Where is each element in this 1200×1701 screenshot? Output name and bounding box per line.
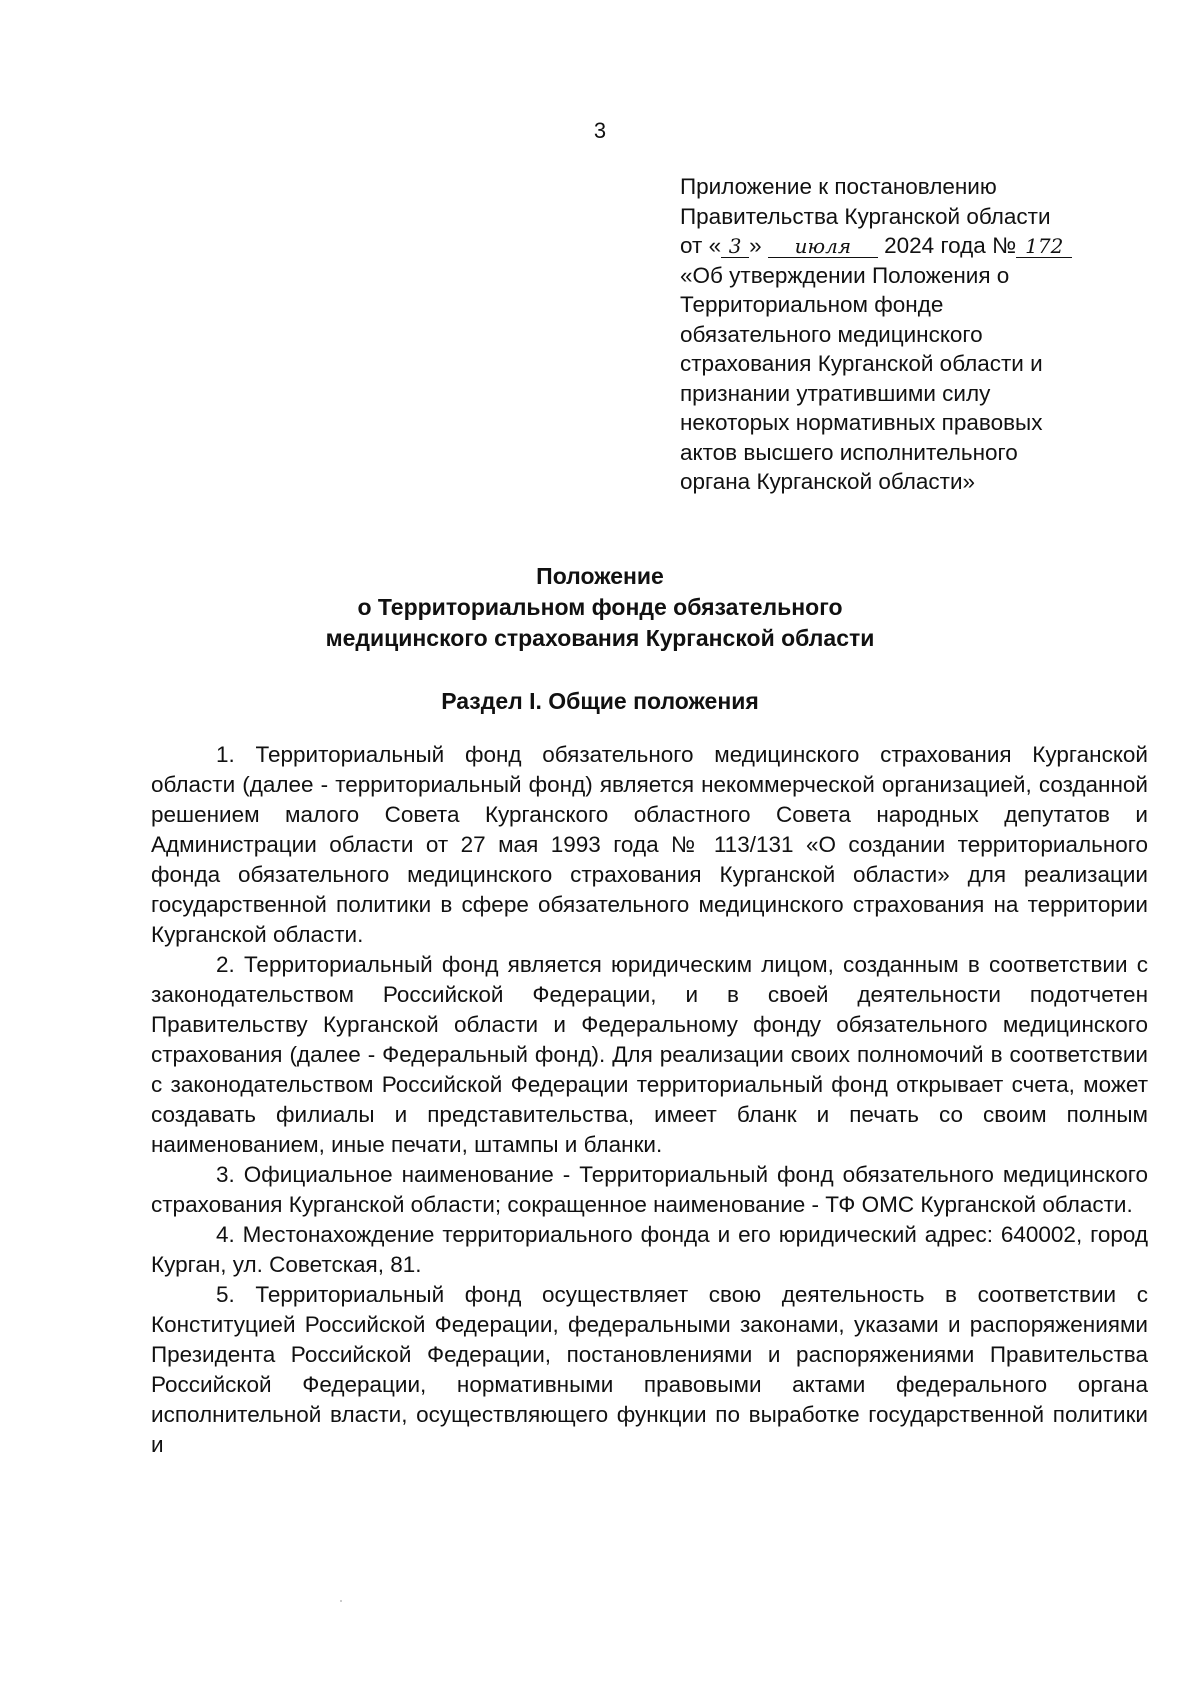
- appendix-line: признании утратившими силу: [680, 380, 991, 406]
- appendix-line: Приложение к постановлению: [680, 174, 997, 199]
- appendix-line: актов высшего исполнительного: [680, 439, 1018, 465]
- page-number: 3: [593, 118, 607, 143]
- appendix-line: страхования Курганской области и: [680, 351, 1043, 376]
- body-text: [151, 740, 1148, 1460]
- date-mid: »: [749, 233, 762, 258]
- paragraph-4: 4. Местонахождение территориального фонда и его юридический адрес: 640002, город Курган, ул. Советская, 81.: [151, 1222, 1148, 1277]
- appendix-line: органа Курганской области»: [680, 469, 976, 494]
- appendix-date-line: [680, 231, 1150, 261]
- date-year: 2024 года №: [884, 233, 1017, 258]
- paragraph-2: 2. Территориальный фонд является юридическим лицом, созданным в соответствии с законодательством Российской Федерации, и в своей деятельности подотчетен Правительству Курганской области и Федеральному фонду обязательного медицинского страхования (далее - Федеральный фонд). Для реализации своих полномочий в соответствии с законодательством Российской Федерации территориальный фонд открывает счета, может создавать филиалы и представительства, имеет бланк и печать со своим полным наименованием, иные печати, штампы и бланки.: [151, 952, 1148, 1157]
- date-prefix: от «: [680, 233, 722, 258]
- appendix-line: Территориальном фонде: [680, 292, 944, 317]
- handwritten-day: 3: [721, 235, 749, 258]
- appendix-line: обязательного медицинского: [680, 321, 983, 347]
- paragraph-1: 1. Территориальный фонд обязательного медицинского страхования Курганской области (далее - территориальный фонд) является некоммерческой организацией, созданной решением малого Совета Курганского областного Совета народных депутатов и Администрации области от 27 мая 1993 года № 113/131 «О создании территориального фонда обязательного медицинского страхования Курганской области» для реализации государственной политики в сфере обязательного медицинского страхования на территории Курганской области.: [151, 742, 1148, 947]
- appendix-line: некоторых нормативных правовых: [680, 410, 1043, 435]
- title-line: о Территориальном фонде обязательного: [357, 594, 843, 620]
- paragraph-5: 5. Территориальный фонд осуществляет свою деятельность в соответствии с Конституцией Российской Федерации, федеральными законами, указами и распоряжениями Президента Российской Федерации, постановлениями и распоряжениями Правительства Российской Федерации, нормативными правовыми актами федерального органа исполнительной власти, осуществляющего функции по выработке государственной политики и: [151, 1282, 1148, 1457]
- section-title: Раздел I. Общие положения: [441, 688, 759, 714]
- title-line: Положение: [536, 563, 664, 589]
- handwritten-number: 172: [1016, 235, 1072, 258]
- appendix-line: Правительства Курганской области: [680, 203, 1051, 229]
- appendix-line: «Об утверждении Положения о: [680, 262, 1010, 288]
- appendix-block: [680, 172, 1150, 497]
- document-title: [0, 561, 1200, 654]
- paragraph-3: 3. Официальное наименование - Территориальный фонд обязательного медицинского страхования Курганской области; сокращенное наименование - ТФ ОМС Курганской области.: [151, 1162, 1148, 1217]
- handwritten-month: июля: [768, 235, 878, 258]
- scan-speck: [340, 1600, 342, 1602]
- title-line: медицинского страхования Курганской области: [325, 625, 875, 651]
